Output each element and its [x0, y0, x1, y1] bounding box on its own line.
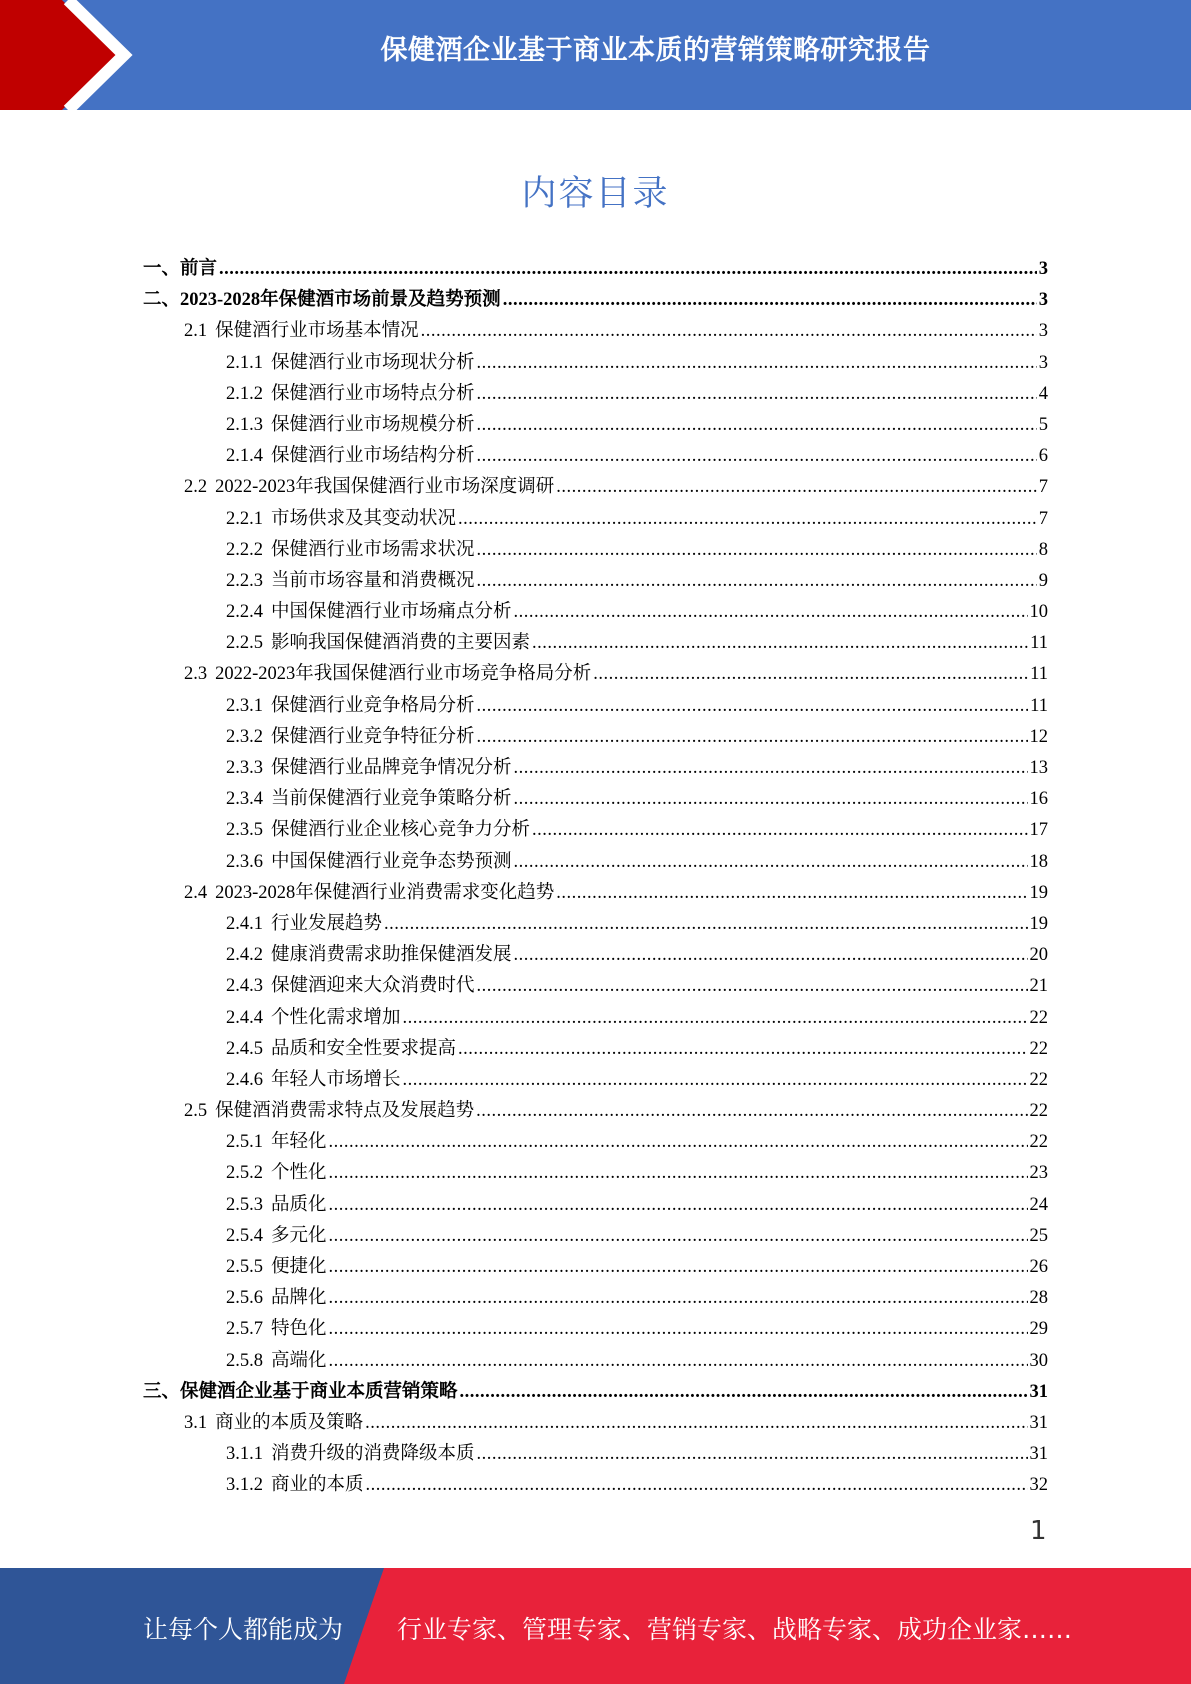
toc-entry[interactable]	[143, 379, 1048, 410]
toc-entry-number: 2.1	[184, 321, 208, 342]
toc-entry-number: 2.4.3	[226, 976, 263, 997]
toc-entry[interactable]	[143, 940, 1048, 971]
toc-entry-number: 2.3.3	[226, 758, 263, 778]
toc-entry-page: 11	[1030, 695, 1048, 716]
toc-dot-leader	[532, 628, 1028, 659]
toc-entry-page: 22	[1029, 1038, 1048, 1059]
toc-dot-leader	[329, 1221, 1028, 1252]
toc-entry-title: 市场供求及其变动状况	[271, 508, 457, 529]
toc-entry-number: 二、	[143, 290, 181, 311]
footer-slogan-right: 行业专家、管理专家、营销专家、战略专家、成功企业家……	[397, 1615, 1073, 1644]
toc-entry-number: 2.5.6	[226, 1288, 263, 1309]
toc-entry-title: 健康消费需求助推保健酒发展	[271, 945, 512, 966]
toc-entry-title: 当前保健酒行业竞争策略分析	[271, 789, 512, 810]
toc-entry-number: 2.2.2	[226, 539, 263, 560]
toc-entry[interactable]	[143, 1346, 1048, 1377]
toc-dot-leader	[329, 1158, 1028, 1189]
toc-entry-title: 中国保健酒行业竞争态势预测	[271, 851, 512, 872]
toc-entry-title: 商业的本质及策略	[215, 1412, 364, 1433]
toc-entry[interactable]	[143, 878, 1048, 909]
toc-entry[interactable]	[143, 1190, 1048, 1221]
toc-dot-leader	[514, 597, 1028, 628]
chevron-arrow-icon	[0, 0, 160, 110]
toc-entry[interactable]	[143, 691, 1048, 722]
toc-entry-title: 当前市场容量和消费概况	[271, 570, 475, 591]
toc-dot-leader	[477, 348, 1037, 379]
toc-entry[interactable]	[143, 1096, 1048, 1127]
toc-entry[interactable]	[143, 1377, 1048, 1408]
toc-entry[interactable]	[143, 1439, 1048, 1470]
toc-entry-number: 3.1.1	[226, 1444, 263, 1465]
toc-entry-page: 3	[1038, 352, 1048, 373]
toc-entry[interactable]	[143, 847, 1048, 878]
toc-entry[interactable]	[143, 1034, 1048, 1065]
toc-entry[interactable]	[143, 1283, 1048, 1314]
toc-entry-page: 11	[1030, 633, 1048, 654]
toc-dot-leader	[458, 504, 1037, 535]
toc-dot-leader	[329, 1283, 1028, 1314]
toc-dot-leader	[532, 815, 1027, 846]
toc-entry-page: 11	[1030, 664, 1048, 685]
toc-dot-leader	[329, 1346, 1028, 1377]
toc-entry-title: 保健酒行业市场需求状况	[271, 539, 475, 560]
table-of-contents	[143, 254, 1048, 1502]
toc-dot-leader	[329, 1190, 1028, 1221]
toc-entry-page: 16	[1029, 789, 1048, 810]
toc-dot-leader	[514, 847, 1028, 878]
toc-entry-number: 2.1.1	[226, 352, 263, 373]
toc-entry-page: 4	[1038, 383, 1048, 404]
toc-entry-title: 2022-2023年我国保健酒行业市场竞争格局分析	[215, 664, 592, 685]
toc-entry-page: 5	[1038, 414, 1048, 435]
toc-entry-page: 3	[1038, 290, 1048, 311]
toc-entry[interactable]	[143, 1408, 1048, 1439]
toc-dot-leader	[421, 316, 1037, 347]
toc-entry[interactable]	[143, 722, 1048, 753]
toc-dot-leader	[514, 940, 1028, 971]
toc-entry[interactable]	[143, 909, 1048, 940]
toc-entry[interactable]	[143, 1221, 1048, 1252]
toc-entry-number: 2.5.5	[226, 1257, 263, 1277]
footer-band	[0, 1568, 1191, 1684]
toc-heading: 内容目录	[521, 174, 670, 214]
toc-entry-title: 品质化	[271, 1194, 327, 1215]
toc-entry-title: 中国保健酒行业市场痛点分析	[271, 602, 512, 623]
toc-entry-number: 2.3	[184, 664, 208, 685]
toc-entry-title: 前言	[180, 259, 218, 279]
toc-entry-page: 26	[1029, 1257, 1048, 1277]
toc-entry-page: 25	[1029, 1225, 1048, 1246]
toc-dot-leader	[403, 1003, 1028, 1034]
toc-dot-leader	[365, 1408, 1027, 1439]
toc-entry-page: 22	[1029, 1007, 1048, 1028]
toc-entry-number: 2.3.2	[226, 726, 263, 747]
toc-entry[interactable]	[143, 659, 1048, 690]
toc-entry-number: 2.2.1	[226, 508, 263, 529]
toc-entry-number: 三、	[143, 1381, 181, 1402]
toc-entry-title: 保健酒消费需求特点及发展趋势	[215, 1101, 475, 1122]
toc-entry-page: 21	[1029, 976, 1048, 997]
toc-entry-page: 28	[1029, 1288, 1048, 1309]
toc-entry-number: 一、	[143, 259, 181, 279]
toc-entry[interactable]	[143, 410, 1048, 441]
toc-entry[interactable]	[143, 1127, 1048, 1158]
toc-entry-page: 7	[1038, 477, 1048, 498]
toc-entry[interactable]	[143, 566, 1048, 597]
toc-entry-page: 20	[1029, 945, 1048, 966]
toc-entry-title: 个性化需求增加	[271, 1007, 401, 1028]
toc-entry-number: 2.1.4	[226, 446, 263, 467]
toc-entry-title: 保健酒行业企业核心竞争力分析	[271, 820, 531, 841]
toc-entry-title: 保健酒行业竞争格局分析	[271, 695, 475, 716]
toc-dot-leader	[458, 1034, 1027, 1065]
toc-entry-number: 2.3.1	[226, 695, 263, 716]
toc-entry-number: 2.2.3	[226, 570, 263, 591]
toc-entry-title: 高端化	[271, 1350, 327, 1371]
toc-entry-page: 7	[1038, 508, 1048, 529]
toc-entry-title: 品质和安全性要求提高	[271, 1038, 457, 1059]
toc-dot-leader	[477, 566, 1037, 597]
toc-entry-number: 2.4	[184, 882, 208, 903]
toc-dot-leader	[329, 1252, 1028, 1283]
toc-dot-leader	[503, 285, 1037, 316]
toc-entry-number: 2.4.1	[226, 913, 263, 934]
toc-entry-page: 8	[1038, 539, 1048, 560]
toc-dot-leader	[329, 1127, 1028, 1158]
toc-entry[interactable]	[143, 504, 1048, 535]
toc-entry-page: 17	[1029, 820, 1048, 841]
toc-entry-number: 2.4.5	[226, 1038, 263, 1059]
toc-entry-number: 2.3.4	[226, 789, 263, 810]
toc-entry[interactable]	[143, 1252, 1048, 1283]
toc-entry[interactable]	[143, 628, 1048, 659]
toc-entry-number: 2.1.2	[226, 383, 263, 404]
toc-dot-leader	[477, 971, 1028, 1002]
toc-dot-leader	[593, 659, 1028, 690]
toc-entry-number: 2.2.4	[226, 602, 263, 623]
toc-entry-page: 29	[1029, 1319, 1048, 1340]
toc-entry-title: 2023-2028年保健酒行业消费需求变化趋势	[215, 882, 555, 903]
page-number: 1	[1030, 1516, 1047, 1546]
toc-entry[interactable]	[143, 254, 1048, 285]
toc-entry-number: 2.5.3	[226, 1194, 263, 1215]
toc-entry-title: 2023-2028年保健酒市场前景及趋势预测	[180, 290, 501, 311]
toc-dot-leader	[477, 379, 1037, 410]
toc-dot-leader	[514, 753, 1028, 784]
toc-dot-leader	[366, 1470, 1028, 1501]
toc-dot-leader	[556, 878, 1027, 909]
report-title: 保健酒企业基于商业本质的营销策略研究报告	[380, 35, 931, 66]
toc-entry-page: 31	[1029, 1412, 1048, 1433]
toc-entry-title: 消费升级的消费降级本质	[271, 1444, 475, 1465]
toc-entry[interactable]	[143, 472, 1048, 503]
toc-entry-title: 年轻化	[271, 1132, 327, 1153]
toc-entry-number: 2.2	[184, 477, 208, 498]
toc-entry-page: 3	[1038, 259, 1048, 279]
toc-entry-title: 年轻人市场增长	[271, 1069, 401, 1090]
toc-entry-title: 品牌化	[271, 1288, 327, 1309]
toc-entry-page: 3	[1038, 321, 1048, 342]
toc-entry-number: 2.5.1	[226, 1132, 263, 1153]
toc-entry[interactable]	[143, 535, 1048, 566]
toc-entry-number: 2.2.5	[226, 633, 263, 654]
toc-entry[interactable]	[143, 815, 1048, 846]
toc-entry-page: 18	[1029, 851, 1048, 872]
toc-dot-leader	[477, 691, 1029, 722]
toc-entry-title: 保健酒企业基于商业本质营销策略	[180, 1381, 458, 1402]
toc-entry-page: 6	[1038, 446, 1048, 467]
toc-entry[interactable]	[143, 597, 1048, 628]
toc-entry-title: 保健酒行业市场规模分析	[271, 414, 475, 435]
toc-dot-leader	[477, 535, 1037, 566]
toc-entry-title: 保健酒行业竞争特征分析	[271, 726, 475, 747]
toc-entry-title: 便捷化	[271, 1257, 327, 1277]
report-header-band	[0, 0, 1191, 110]
toc-entry-page: 12	[1029, 726, 1048, 747]
toc-entry[interactable]	[143, 316, 1048, 347]
toc-entry-page: 19	[1029, 913, 1048, 934]
toc-dot-leader	[384, 909, 1027, 940]
toc-entry-title: 商业的本质	[271, 1475, 364, 1496]
toc-entry-number: 3.1	[184, 1412, 208, 1433]
toc-entry-title: 保健酒迎来大众消费时代	[271, 976, 475, 997]
toc-entry-number: 2.4.4	[226, 1007, 263, 1028]
toc-entry-page: 22	[1029, 1132, 1048, 1153]
toc-entry-page: 31	[1029, 1444, 1048, 1465]
toc-entry-page: 30	[1029, 1350, 1048, 1371]
toc-entry-number: 2.4.2	[226, 945, 263, 966]
toc-dot-leader	[477, 722, 1028, 753]
toc-entry-page: 31	[1029, 1381, 1048, 1402]
toc-entry-page: 9	[1038, 570, 1048, 591]
toc-entry-number: 2.5.7	[226, 1319, 263, 1340]
toc-dot-leader	[460, 1377, 1028, 1408]
toc-entry-title: 行业发展趋势	[271, 913, 383, 934]
toc-entry-title: 个性化	[271, 1163, 327, 1184]
toc-entry-number: 2.3.6	[226, 851, 263, 872]
toc-entry-title: 保健酒行业市场结构分析	[271, 446, 475, 467]
toc-entry-page: 10	[1029, 602, 1048, 623]
toc-entry-title: 多元化	[271, 1225, 327, 1246]
toc-entry-number: 2.5	[184, 1101, 208, 1122]
toc-entry[interactable]	[143, 753, 1048, 784]
toc-dot-leader	[329, 1314, 1028, 1345]
toc-entry[interactable]	[143, 1065, 1048, 1096]
toc-entry-page: 24	[1029, 1194, 1048, 1215]
toc-entry-title: 影响我国保健酒消费的主要因素	[271, 633, 531, 654]
toc-dot-leader	[477, 1439, 1028, 1470]
toc-entry-page: 22	[1029, 1101, 1048, 1122]
toc-entry[interactable]	[143, 348, 1048, 379]
toc-entry-number: 2.5.2	[226, 1163, 263, 1184]
toc-entry[interactable]	[143, 285, 1048, 316]
toc-entry[interactable]	[143, 1003, 1048, 1034]
toc-entry[interactable]	[143, 1470, 1048, 1501]
toc-dot-leader	[556, 472, 1036, 503]
toc-entry-page: 13	[1029, 758, 1048, 778]
toc-entry[interactable]	[143, 1158, 1048, 1189]
toc-dot-leader	[477, 410, 1037, 441]
toc-entry-title: 保健酒行业市场现状分析	[271, 352, 475, 373]
toc-entry-title: 保健酒行业品牌竞争情况分析	[271, 758, 512, 778]
toc-entry-number: 2.4.6	[226, 1069, 263, 1090]
toc-entry-number: 2.1.3	[226, 414, 263, 435]
toc-entry-title: 保健酒行业市场基本情况	[215, 321, 419, 342]
toc-entry-number: 2.5.4	[226, 1225, 263, 1246]
footer-slogan-left: 让每个人都能成为	[143, 1615, 344, 1644]
toc-entry-title: 2022-2023年我国保健酒行业市场深度调研	[215, 477, 555, 498]
toc-entry[interactable]	[143, 1314, 1048, 1345]
toc-entry-page: 23	[1029, 1163, 1048, 1184]
toc-dot-leader	[219, 254, 1037, 285]
toc-entry-number: 2.3.5	[226, 820, 263, 841]
toc-entry-page: 32	[1029, 1475, 1048, 1496]
toc-dot-leader	[476, 1096, 1027, 1127]
toc-entry[interactable]	[143, 441, 1048, 472]
toc-dot-leader	[477, 441, 1037, 472]
toc-entry-number: 3.1.2	[226, 1475, 263, 1496]
toc-entry[interactable]	[143, 971, 1048, 1002]
toc-entry-number: 2.5.8	[226, 1350, 263, 1371]
toc-entry[interactable]	[143, 784, 1048, 815]
toc-entry-title: 保健酒行业市场特点分析	[271, 383, 475, 404]
toc-dot-leader	[514, 784, 1028, 815]
toc-entry-page: 19	[1029, 882, 1048, 903]
toc-entry-title: 特色化	[271, 1319, 327, 1340]
toc-dot-leader	[403, 1065, 1028, 1096]
toc-entry-page: 22	[1029, 1069, 1048, 1090]
